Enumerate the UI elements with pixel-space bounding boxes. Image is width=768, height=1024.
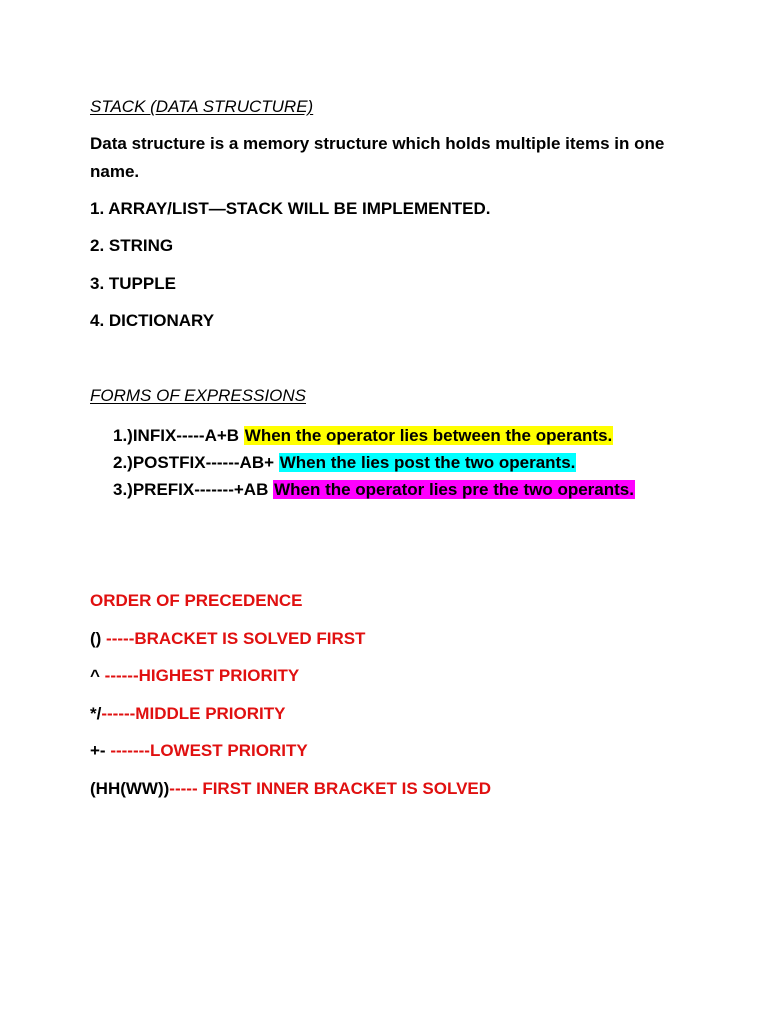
stack-heading: STACK (DATA STRUCTURE)	[90, 97, 314, 116]
type-item-string: 2. STRING	[90, 236, 174, 255]
forms-heading: FORMS OF EXPRESSIONS	[90, 386, 307, 405]
precedence-description: ------HIGHEST PRIORITY	[104, 666, 300, 685]
precedence-description: -----BRACKET IS SOLVED FIRST	[106, 629, 366, 648]
precedence-description: ----- FIRST INNER BRACKET IS SOLVED	[169, 779, 492, 798]
expression-prefix	[113, 478, 635, 502]
precedence-symbol: +-	[90, 741, 111, 760]
expression-postfix	[113, 451, 576, 475]
precedence-symbol: */	[90, 704, 102, 723]
expression-label: 1.)INFIX-----A+B	[113, 426, 244, 445]
expression-note-highlight: When the lies post the two operants.	[279, 453, 576, 472]
precedence-item-bracket	[90, 628, 365, 650]
type-item-array: 1. ARRAY/LIST—STACK WILL BE IMPLEMENTED.	[90, 199, 491, 218]
precedence-item-multiply-divide	[90, 703, 285, 725]
expression-label: 3.)PREFIX-------+AB	[113, 480, 274, 499]
expression-note-highlight: When the operator lies pre the two operants.	[274, 480, 634, 499]
precedence-heading: ORDER OF PRECEDENCE	[90, 591, 303, 610]
expression-infix	[113, 424, 613, 448]
expression-label: 2.)POSTFIX------AB+	[113, 453, 279, 472]
precedence-item-nested-bracket	[90, 778, 491, 800]
precedence-symbol: (HH(WW))	[90, 779, 170, 798]
type-item-dictionary: 4. DICTIONARY	[90, 311, 215, 330]
precedence-item-add-subtract	[90, 740, 308, 762]
precedence-symbol: ^	[90, 666, 105, 685]
precedence-description: -------LOWEST PRIORITY	[110, 741, 308, 760]
expression-note-highlight: When the operator lies between the operants.	[244, 426, 613, 445]
precedence-item-exponent	[90, 665, 299, 687]
type-item-tupple: 3. TUPPLE	[90, 274, 176, 293]
precedence-symbol: ()	[90, 629, 107, 648]
precedence-description: ------MIDDLE PRIORITY	[101, 704, 286, 723]
definition-paragraph: Data structure is a memory structure which holds multiple items in one name.	[90, 134, 665, 181]
